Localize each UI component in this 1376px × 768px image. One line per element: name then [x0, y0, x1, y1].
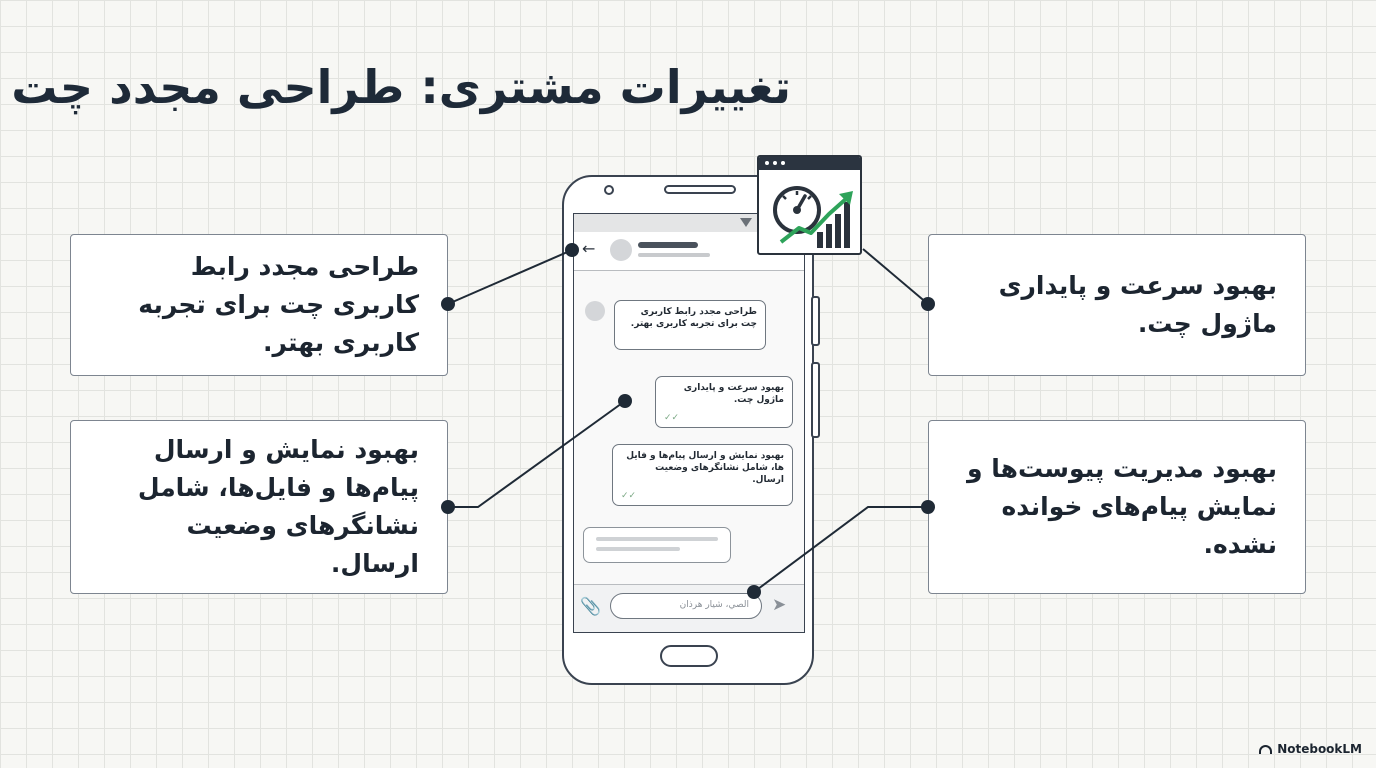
- chat-screen: [573, 213, 805, 633]
- read-receipt-icon: ✓✓: [664, 413, 680, 423]
- brand-name: NotebookLM: [1277, 742, 1362, 756]
- back-arrow-icon[interactable]: ←: [582, 239, 596, 258]
- message-input[interactable]: [610, 593, 762, 619]
- window-titlebar: [759, 157, 860, 170]
- contact-name-placeholder: [638, 242, 698, 248]
- paperclip-icon[interactable]: 📎: [580, 597, 602, 617]
- callout-message-delivery: [70, 420, 448, 594]
- avatar: [585, 301, 605, 321]
- message-input-bar: [574, 584, 804, 633]
- bubble-text: بهبود سرعت و پایداری ماژول چت.: [683, 383, 784, 405]
- callout-ui-redesign: [70, 234, 448, 376]
- callout-speed-stability: [928, 234, 1306, 376]
- read-receipt-icon: ✓✓: [621, 491, 637, 501]
- chat-bubble-placeholder: [583, 527, 731, 563]
- avatar: [610, 239, 632, 261]
- text-placeholder-line: [596, 547, 680, 551]
- callout-text: بهبود نمایش و ارسال پیام‌ها و فایل‌ها، شامل نشانگرهای وضعیت ارسال.: [137, 435, 419, 578]
- callout-text: طراحی مجدد رابط کاربری چت برای تجربه کاربری بهتر.: [138, 252, 419, 357]
- input-placeholder: الصي، شيار هرذان: [679, 600, 749, 610]
- chat-bubble-outgoing: [655, 376, 793, 428]
- phone-side-button: [811, 362, 820, 438]
- phone-side-button: [811, 296, 820, 346]
- speed-performance-card: [757, 155, 862, 255]
- chat-bubble-incoming: [614, 300, 766, 350]
- bubble-text: بهبود نمایش و ارسال پیام‌ها و فایل ها، شامل نشانگرهای وضعیت ارسال.: [626, 451, 784, 485]
- signal-icon: [740, 218, 752, 227]
- home-button: [660, 645, 718, 667]
- earpiece: [664, 185, 736, 194]
- speedometer-growth-chart-icon: [759, 170, 860, 255]
- notebooklm-icon: [1259, 745, 1272, 754]
- send-icon[interactable]: ➤: [772, 595, 787, 615]
- text-placeholder-line: [596, 537, 718, 541]
- callout-attachments-unread: [928, 420, 1306, 594]
- notebooklm-logo: [1259, 742, 1362, 756]
- callout-text: بهبود مدیریت پیوست‌ها و نمایش پیام‌های خوانده نشده.: [967, 454, 1277, 559]
- page-title: تغییرات مشتری: طراحی مجدد چت: [11, 60, 791, 114]
- contact-status-placeholder: [638, 253, 710, 257]
- camera-dot: [604, 185, 614, 195]
- bubble-text: طراحی مجدد رابط کاربری چت برای تجربه کاربری بهتر.: [630, 307, 757, 329]
- callout-text: بهبود سرعت و پایداری ماژول چت.: [998, 271, 1277, 338]
- chat-bubble-outgoing: [612, 444, 793, 506]
